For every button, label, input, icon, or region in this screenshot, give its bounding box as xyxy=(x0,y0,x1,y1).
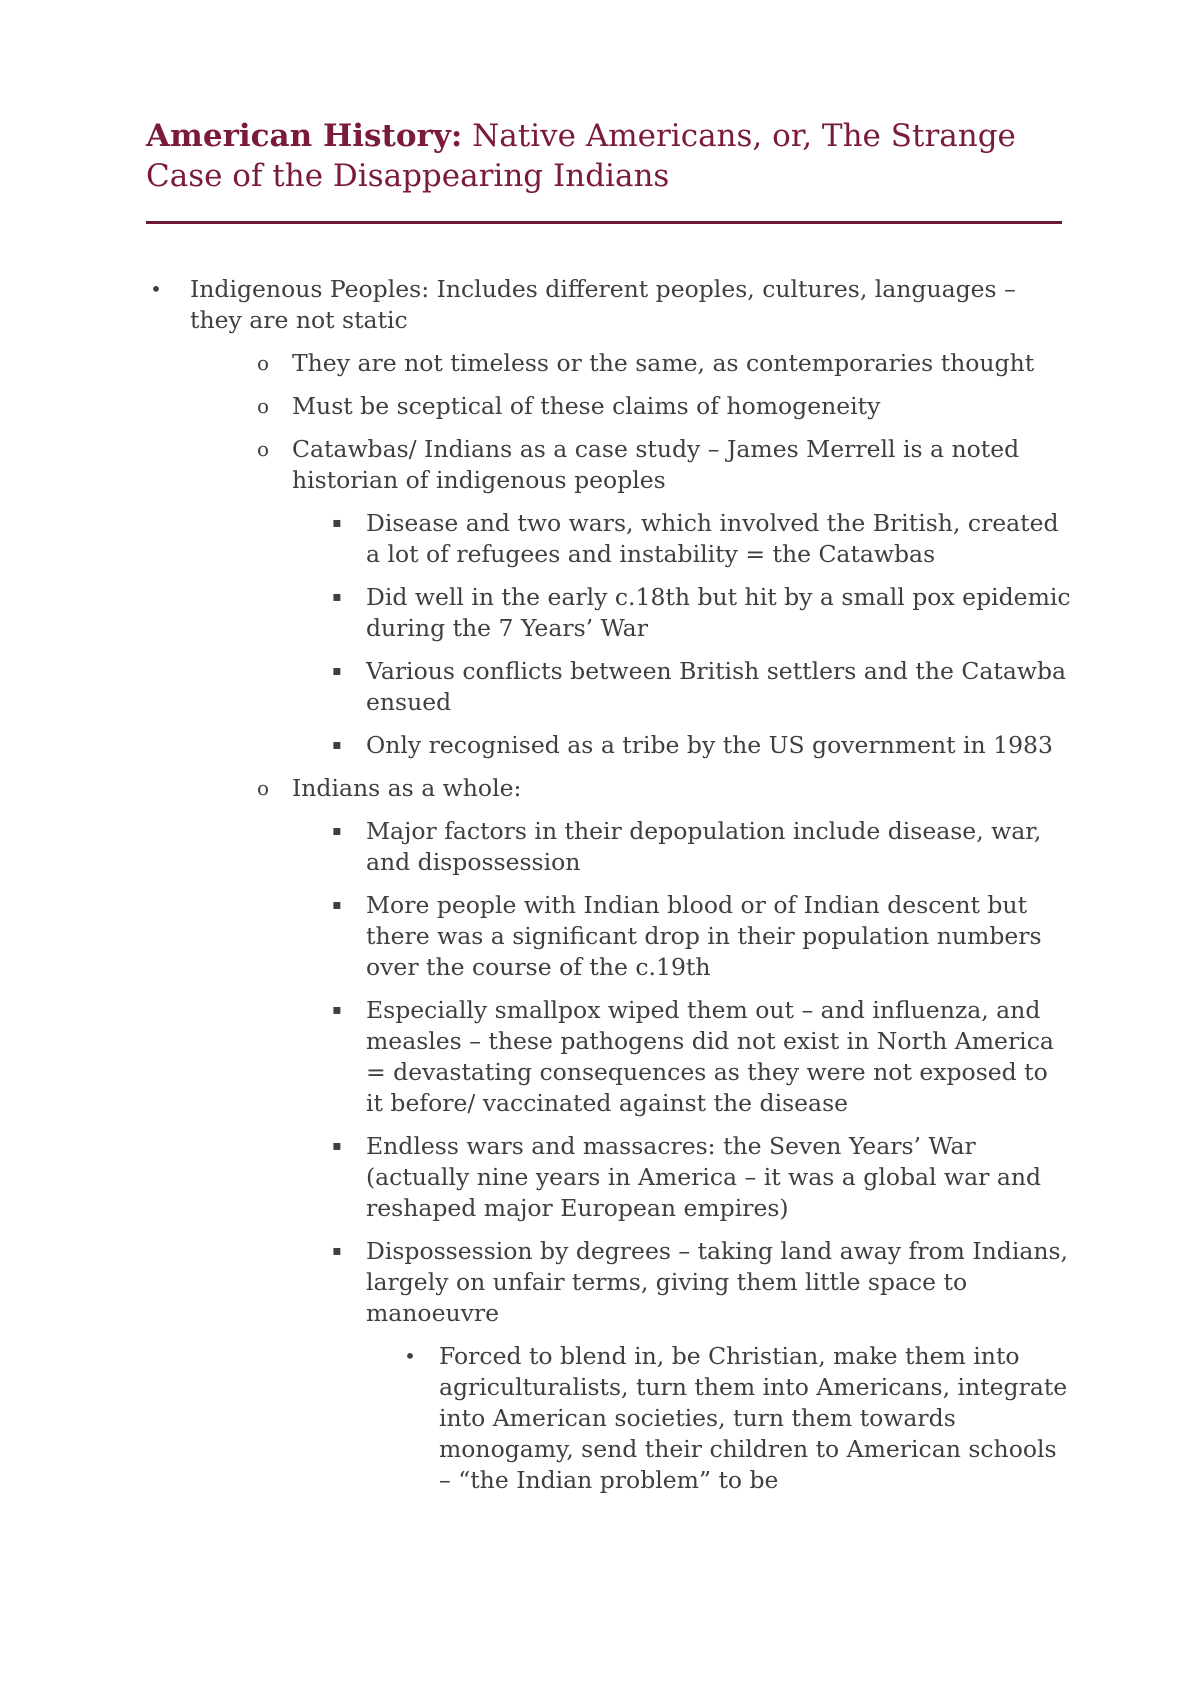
list-item xyxy=(332,656,1072,718)
title-divider xyxy=(146,221,1062,224)
list-item xyxy=(332,730,1072,761)
list-item-text: Various conflicts between British settlers and the Catawba ensued xyxy=(366,657,1066,716)
square-bullet-icon: ▪ xyxy=(332,1002,342,1018)
list-item-text: Especially smallpox wiped them out – and influenza, and measles – these pathogens did not exist in North America = devastating consequences as they were not exposed to it before/ vaccinated against the disease xyxy=(366,996,1054,1117)
list-item-text: Did well in the early c.18th but hit by a small pox epidemic during the 7 Years’ War xyxy=(366,583,1071,642)
list-item xyxy=(332,890,1072,983)
list-item-text: Catawbas/ Indians as a case study – James Merrell is a noted historian of indigenous peoples xyxy=(292,435,1020,494)
list-item xyxy=(332,995,1072,1119)
square-bullet-icon: ▪ xyxy=(332,823,342,839)
bullet-icon: • xyxy=(150,277,162,301)
list-item-text: Dispossession by degrees – taking land away from Indians, largely on unfair terms, giving them little space to manoeuvre xyxy=(366,1237,1069,1327)
title-rest: Native Americans, or, The Strange Case of the Disappearing Indians xyxy=(146,118,1016,194)
square-bullet-icon: ▪ xyxy=(332,663,342,679)
bullet-icon: • xyxy=(404,1344,416,1368)
circle-bullet-icon: o xyxy=(256,394,270,418)
square-bullet-icon: ▪ xyxy=(332,515,342,531)
page-title xyxy=(146,116,1066,196)
list-item-text: Indians as a whole: xyxy=(292,774,522,802)
square-bullet-icon: ▪ xyxy=(332,897,342,913)
list-item xyxy=(256,391,1072,422)
list-item xyxy=(256,348,1072,379)
circle-bullet-icon: o xyxy=(256,437,270,461)
list-item-text: Disease and two wars, which involved the British, created a lot of refugees and instability = the Catawbas xyxy=(366,509,1059,568)
square-bullet-icon: ▪ xyxy=(332,1138,342,1154)
square-bullet-icon: ▪ xyxy=(332,589,342,605)
list-item xyxy=(332,1236,1072,1329)
list-item-text: Must be sceptical of these claims of homogeneity xyxy=(292,392,881,420)
list-item xyxy=(404,1341,1072,1496)
list-item-text: More people with Indian blood or of Indian descent but there was a significant drop in their population numbers over the course of the c.19th xyxy=(366,891,1042,981)
list-item xyxy=(256,773,1072,804)
title-bold: American History: xyxy=(146,118,463,154)
list-item-text: Endless wars and massacres: the Seven Years’ War (actually nine years in America – it was a global war and reshaped major European empires) xyxy=(366,1132,1042,1222)
list-item-text: Forced to blend in, be Christian, make them into agriculturalists, turn them into Americans, integrate into American societies, turn them towards monogamy, send their children to American schools – “the Indian problem” to be xyxy=(439,1342,1068,1494)
list-item-text: They are not timeless or the same, as contemporaries thought xyxy=(292,349,1035,377)
circle-bullet-icon: o xyxy=(256,776,270,800)
list-item xyxy=(332,816,1072,878)
square-bullet-icon: ▪ xyxy=(332,737,342,753)
list-item-text: Indigenous Peoples: Includes different peoples, cultures, languages – they are not static xyxy=(190,275,1016,334)
list-item xyxy=(332,1131,1072,1224)
list-item-text: Major factors in their depopulation include disease, war, and dispossession xyxy=(366,817,1042,876)
notes-list xyxy=(0,274,1200,1508)
list-item xyxy=(256,434,1072,496)
circle-bullet-icon: o xyxy=(256,351,270,375)
list-item xyxy=(332,508,1072,570)
square-bullet-icon: ▪ xyxy=(332,1243,342,1259)
list-item-text: Only recognised as a tribe by the US government in 1983 xyxy=(366,731,1053,759)
list-item xyxy=(332,582,1072,644)
list-item xyxy=(150,274,1070,336)
